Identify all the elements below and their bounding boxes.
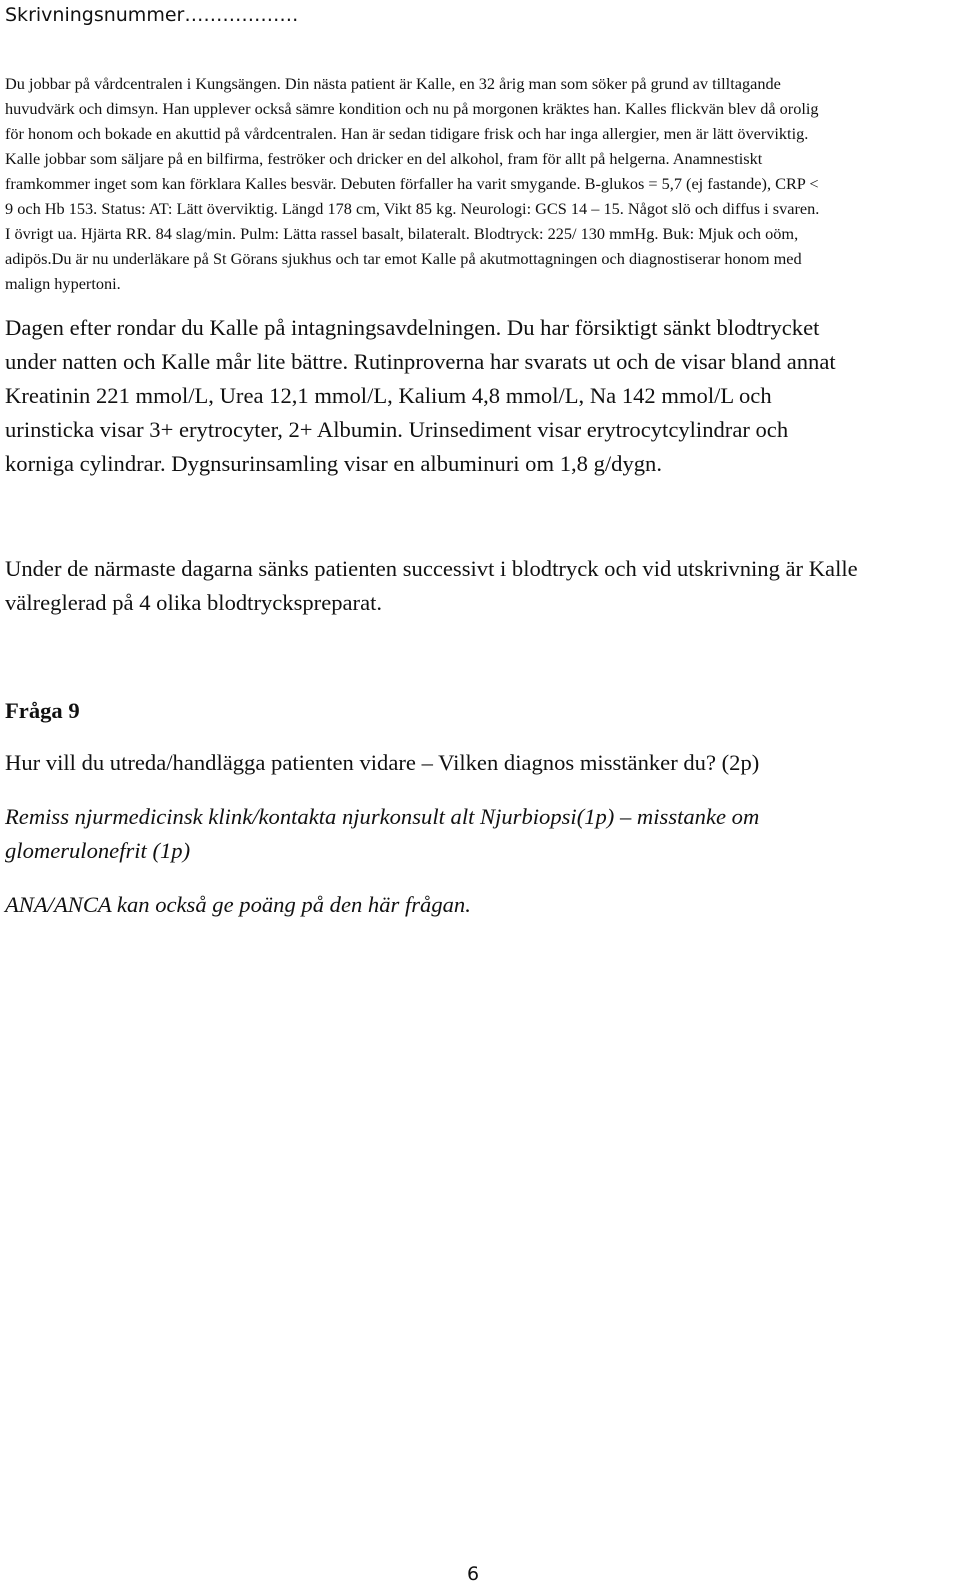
case-intro-paragraph: [5, 71, 949, 296]
paragraph-line: framkommer inget som kan förklara Kalles besvär. Debuten förfaller ha varit smygande. B-glukos = 5,7 (ej fastande), CRP <: [5, 174, 819, 193]
question-heading: Fråga 9: [5, 698, 80, 723]
paragraph-line: under natten och Kalle mår lite bättre. Rutinproverna har svarats ut och de visar bland annat: [5, 349, 836, 374]
paragraph-line: Du jobbar på vårdcentralen i Kungsängen. Din nästa patient är Kalle, en 32 årig man som söker på grund av tilltagande: [5, 74, 781, 93]
paragraph-line: malign hypertoni.: [5, 274, 121, 293]
page-number: 6: [467, 1563, 480, 1585]
paragraph-line: adipös.Du är nu underläkare på St Görans sjukhus och tar emot Kalle på akutmottagningen och diagnostiserar honom med: [5, 249, 802, 268]
paragraph-line: urinsticka visar 3+ erytrocyter, 2+ Albumin. Urinsediment visar erytrocytcylindrar och: [5, 417, 789, 442]
paragraph-line: I övrigt ua. Hjärta RR. 84 slag/min. Pulm: Lätta rassel basalt, bilateralt. Blodtryck: 225/ 130 mmHg. Buk: Mjuk och oöm,: [5, 224, 799, 243]
paragraph-line: Dagen efter rondar du Kalle på intagningsavdelningen. Du har försiktigt sänkt blodtrycket: [5, 315, 820, 340]
paragraph-line: glomerulonefrit (1p): [5, 838, 191, 863]
paragraph-line: Under de närmaste dagarna sänks patienten successivt i blodtryck och vid utskrivning är Kalle: [5, 556, 858, 581]
paragraph-line: ANA/ANCA kan också ge poäng på den här frågan.: [5, 892, 471, 917]
paragraph-line: Kreatinin 221 mmol/L, Urea 12,1 mmol/L, Kalium 4,8 mmol/L, Na 142 mmol/L och: [5, 383, 772, 408]
paragraph-line: välreglerad på 4 olika blodtryckspreparat.: [5, 590, 383, 615]
paragraph-line: för honom och bokade en akuttid på vårdcentralen. Han är sedan tidigare frisk och har inga allergier, men är lätt överviktig.: [5, 124, 809, 143]
answer-paragraph: [5, 800, 949, 868]
discharge-paragraph: [5, 552, 949, 620]
question-text: Hur vill du utreda/handlägga patienten vidare – Vilken diagnos misstänker du? (2p): [5, 750, 760, 775]
paragraph-line: Remiss njurmedicinsk klink/kontakta njurkonsult alt Njurbiopsi(1p) – misstanke om: [5, 804, 760, 829]
paragraph-line: huvudvärk och dimsyn. Han upplever också sämre kondition och nu på morgonen kräktes han. Kalles flickvän blev då orolig: [5, 99, 819, 118]
exam-number-label: Skrivningsnummer………………: [5, 4, 299, 26]
paragraph-line: korniga cylindrar. Dygnsurinsamling visar en albuminuri om 1,8 g/dygn.: [5, 451, 663, 476]
followup-paragraph: [5, 311, 949, 481]
paragraph-line: 9 och Hb 153. Status: AT: Lätt överviktig. Längd 178 cm, Vikt 85 kg. Neurologi: GCS 14 – 15. Något slö och diffus i svaren.: [5, 199, 820, 218]
paragraph-line: Kalle jobbar som säljare på en bilfirma, feströker och dricker en del alkohol, fram för allt på helgerna. Anamnestiskt: [5, 149, 763, 168]
grading-note: [5, 888, 949, 922]
